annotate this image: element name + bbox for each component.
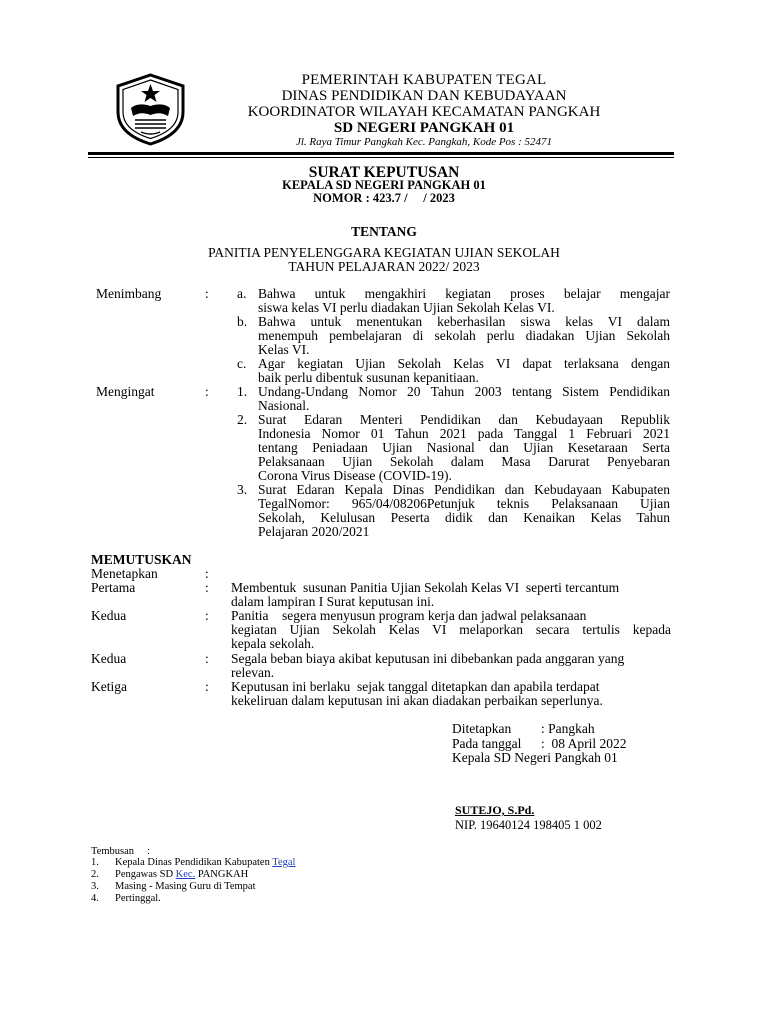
signer-nip: NIP. 19640124 198405 1 002 bbox=[455, 818, 602, 832]
menimbang-a-line-1: Bahwa untuk mengakhiri kegiatan proses belajar mengajar bbox=[258, 286, 670, 301]
signer-name: SUTEJO, S.Pd. bbox=[455, 803, 535, 817]
mengingat-mark-1: 1. bbox=[237, 384, 248, 399]
tembusan-item-1 bbox=[115, 857, 295, 869]
mengingat-2-line-5: Corona Virus Disease (COVID-19). bbox=[258, 468, 452, 483]
decision-colon-1: : bbox=[205, 580, 209, 595]
tembusan-link-tegal[interactable]: Tegal bbox=[272, 857, 296, 868]
menimbang-colon: : bbox=[205, 286, 209, 301]
menimbang-mark-a: a. bbox=[237, 286, 247, 301]
mengingat-3-line-4: Pelajaran 2020/2021 bbox=[258, 524, 370, 539]
mengingat-3-line-1: Surat Edaran Kepala Dinas Pendidikan dan Kebudayaan Kabupaten bbox=[258, 482, 670, 497]
mengingat-mark-2: 2. bbox=[237, 412, 248, 427]
tembusan-item-2-after: PANGKAH bbox=[195, 869, 249, 880]
decision-colon-2: : bbox=[205, 608, 209, 623]
mengingat-1-line-1: Undang-Undang Nomor 20 Tahun 2003 tentang Sistem Pendidikan bbox=[258, 384, 670, 399]
letterhead-rule-thick bbox=[88, 152, 674, 155]
mengingat-colon: : bbox=[205, 384, 209, 399]
decision-label-kedua-2: Kedua bbox=[91, 651, 127, 666]
menetapkan-colon: : bbox=[205, 566, 209, 581]
menimbang-a-line-2: siswa kelas VI perlu diadakan Ujian Sekolah Kelas VI. bbox=[258, 300, 555, 315]
decision-kedua-line-3: kepala sekolah. bbox=[231, 636, 315, 651]
document-title: SURAT KEPUTUSAN bbox=[308, 164, 460, 181]
tembusan-num-3: 3. bbox=[91, 881, 99, 892]
decision-pertama-line-2: dalam lampiran I Surat keputusan ini. bbox=[231, 594, 435, 609]
tentang-heading: TENTANG bbox=[351, 224, 417, 239]
letterhead-rule-thin bbox=[88, 157, 674, 158]
decision-colon-4: : bbox=[205, 679, 209, 694]
tembusan-heading: Tembusan : bbox=[91, 846, 151, 857]
tanggal-label: Pada tanggal bbox=[452, 736, 522, 751]
decision-label-kedua: Kedua bbox=[91, 608, 127, 623]
document-subtitle: KEPALA SD NEGERI PANGKAH 01 bbox=[282, 178, 486, 192]
tembusan-item-3: Masing - Masing Guru di Tempat bbox=[115, 881, 256, 892]
mengingat-mark-3: 3. bbox=[237, 482, 248, 497]
letterhead-line-1: PEMERINTAH KABUPATEN TEGAL bbox=[301, 72, 547, 88]
tembusan-item-2-text: Pengawas SD bbox=[115, 869, 176, 880]
signer-position: Kepala SD Negeri Pangkah 01 bbox=[452, 750, 618, 765]
menimbang-mark-c: c. bbox=[237, 356, 247, 371]
menimbang-label: Menimbang bbox=[96, 286, 162, 301]
letterhead-line-3: KOORDINATOR WILAYAH KECAMATAN PANGKAH bbox=[247, 104, 601, 120]
mengingat-2-line-1: Surat Edaran Menteri Pendidikan dan Kebudayaan Republik bbox=[258, 412, 670, 427]
menimbang-b-line-3: Kelas VI. bbox=[258, 342, 310, 357]
decision-ketiga-line-2: kekeliruan dalam keputusan ini akan diadakan perbaikan seperlunya. bbox=[231, 693, 603, 708]
menimbang-c-line-2: baik perlu dibentuk susunan kepanitiaan. bbox=[258, 370, 479, 385]
tembusan-item-1-text: Kepala Dinas Pendidikan Kabupaten bbox=[115, 857, 273, 868]
menetapkan-label: Menetapkan bbox=[91, 566, 158, 581]
mengingat-3-line-2: TegalNomor: 965/04/08206Petunjuk teknis Pelaksanaan Ujian bbox=[258, 496, 670, 511]
decision-ketiga-line-1: Keputusan ini berlaku sejak tanggal ditetapkan dan apabila terdapat bbox=[231, 679, 600, 694]
decision-colon-3: : bbox=[205, 651, 209, 666]
memutuskan-heading: MEMUTUSKAN bbox=[91, 552, 192, 567]
menimbang-mark-b: b. bbox=[237, 314, 248, 329]
menimbang-b-line-1: Bahwa untuk menentukan keberhasilan siswa kelas VI dalam bbox=[258, 314, 670, 329]
tembusan-item-4: Pertinggal. bbox=[115, 893, 161, 904]
ditetapkan-value: : Pangkah bbox=[541, 721, 595, 736]
decision-pertama-line-1: Membentuk susunan Panitia Ujian Sekolah Kelas VI seperti tercantum bbox=[231, 580, 620, 595]
tembusan-num-4: 4. bbox=[91, 893, 99, 904]
tembusan-num-2: 2. bbox=[91, 869, 99, 880]
menimbang-b-line-2: menempuh pembelajaran di sekolah perlu diadakan Ujian Sekolah bbox=[258, 328, 670, 343]
decision-label-pertama: Pertama bbox=[91, 580, 136, 595]
tanggal-value: : 08 April 2022 bbox=[541, 736, 627, 751]
subject-line-1: PANITIA PENYELENGGARA KEGIATAN UJIAN SEKOLAH bbox=[208, 245, 560, 260]
mengingat-2-line-2: Indonesia Nomor 01 Tahun 2021 pada Tanggal 1 Februari 2021 bbox=[258, 426, 670, 441]
tembusan-link-kec[interactable]: Kec. bbox=[175, 869, 196, 880]
tembusan-item-2 bbox=[115, 869, 248, 881]
mengingat-label: Mengingat bbox=[96, 384, 155, 399]
mengingat-2-line-4: Pelaksanaan Ujian Sekolah dalam Masa Darurat Penyebaran bbox=[258, 454, 670, 469]
tegal-regency-crest-icon bbox=[113, 72, 188, 147]
decision-kedua-line-1: Panitia segera menyusun program kerja dan jadwal pelaksanaan bbox=[231, 608, 587, 623]
decision-kedua-2-line-2: relevan. bbox=[231, 665, 275, 680]
tembusan-num-1: 1. bbox=[91, 857, 99, 868]
mengingat-2-line-3: tentang Peniadaan Ujian Nasional dan Ujian Kesetaraan Serta bbox=[258, 440, 670, 455]
document-number: NOMOR : 423.7 / / 2023 bbox=[313, 191, 455, 205]
mengingat-1-line-2: Nasional. bbox=[258, 398, 310, 413]
decision-label-ketiga: Ketiga bbox=[91, 679, 127, 694]
decision-kedua-line-2: kegiatan Ujian Sekolah Kelas VI melaporkan secara tertulis kepada bbox=[231, 622, 671, 637]
school-name: SD NEGERI PANGKAH 01 bbox=[333, 120, 515, 136]
letterhead-line-2: DINAS PENDIDIKAN DAN KEBUDAYAAN bbox=[281, 88, 567, 104]
subject-line-2: TAHUN PELAJARAN 2022/ 2023 bbox=[288, 259, 480, 274]
ditetapkan-label: Ditetapkan bbox=[452, 721, 512, 736]
school-address: Jl. Raya Timur Pangkah Kec. Pangkah, Kode Pos : 52471 bbox=[295, 136, 553, 148]
decision-kedua-2-line-1: Segala beban biaya akibat keputusan ini dibebankan pada anggaran yang bbox=[231, 651, 625, 666]
mengingat-3-line-3: Sekolah, Kelulusan Peserta didik dan Kenaikan Kelas Tahun bbox=[258, 510, 670, 525]
menimbang-c-line-1: Agar kegiatan Ujian Sekolah Kelas VI dapat terlaksana dengan bbox=[258, 356, 670, 371]
